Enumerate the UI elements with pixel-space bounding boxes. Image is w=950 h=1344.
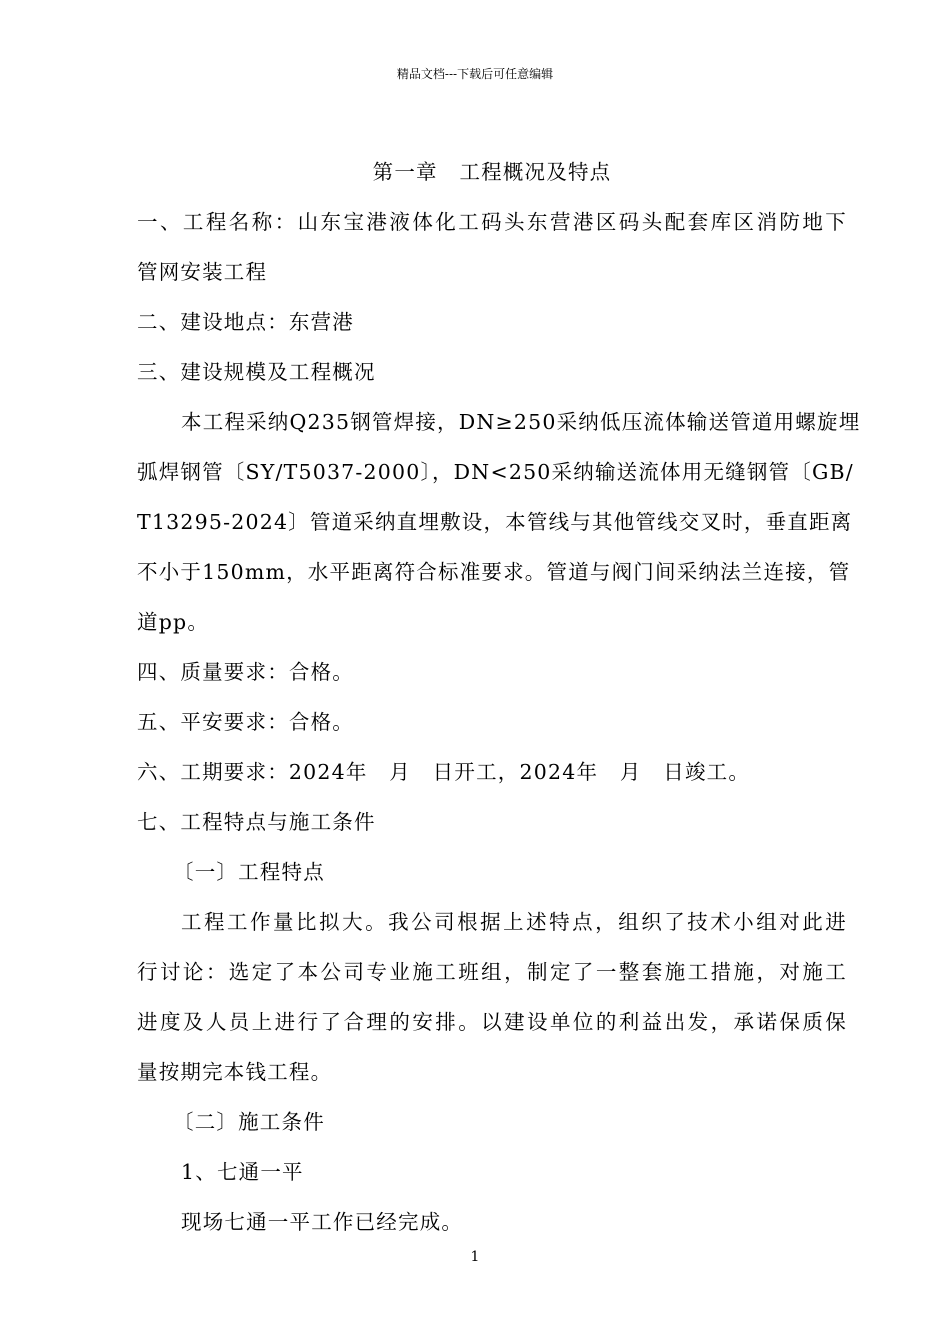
paragraph-line: T13295-2024〕管道采纳直埋敷设，本管线与其他管线交叉时，垂直距离 [137, 510, 853, 534]
page-number: 1 [470, 1249, 480, 1265]
subsection-heading: 〔一〕工程特点 [173, 860, 325, 884]
paragraph-line: 一、工程名称：山东宝港液体化工码头东营港区码头配套库区消防地下 [137, 210, 847, 234]
paragraph-line: 进度及人员上进行了合理的安排。以建设单位的利益出发，承诺保质保 [137, 1010, 847, 1034]
section-heading: 四、质量要求：合格。 [137, 660, 354, 684]
paragraph-line: 弧焊钢管〔SY/T5037-2000〕，DN<250采纳输送流体用无缝钢管〔GB/ [137, 460, 854, 484]
chapter-title: 第一章 工程概况及特点 [372, 160, 612, 184]
section-heading: 七、工程特点与施工条件 [137, 810, 376, 834]
paragraph-line: 量按期完本钱工程。 [137, 1060, 333, 1084]
paragraph-line: 本工程采纳Q235钢管焊接，DN≥250采纳低压流体输送管道用螺旋埋 [181, 410, 861, 434]
section-heading: 五、平安要求：合格。 [137, 710, 354, 734]
list-item: 1、七通一平 [181, 1160, 304, 1184]
paragraph-line: 不小于150mm，水平距离符合标准要求。管道与阀门间采纳法兰连接，管 [137, 560, 851, 584]
subsection-heading: 〔二〕施工条件 [173, 1110, 325, 1134]
section-heading: 六、工期要求：2024年 月 日开工，2024年 月 日竣工。 [137, 760, 751, 784]
section-heading: 二、建设地点：东营港 [137, 310, 354, 334]
paragraph-line: 现场七通一平工作已经完成。 [181, 1210, 464, 1234]
page-header: 精品文档---下载后可任意编辑 [396, 67, 554, 81]
paragraph-line: 工程工作量比拟大。我公司根据上述特点，组织了技术小组对此进 [181, 910, 847, 934]
paragraph-line: 行讨论：选定了本公司专业施工班组，制定了一整套施工措施，对施工 [137, 960, 847, 984]
document-body [137, 153, 861, 1253]
paragraph-line: 管网安装工程 [137, 260, 268, 284]
paragraph-line: 道pp。 [137, 610, 210, 634]
section-heading: 三、建设规模及工程概况 [137, 360, 376, 384]
